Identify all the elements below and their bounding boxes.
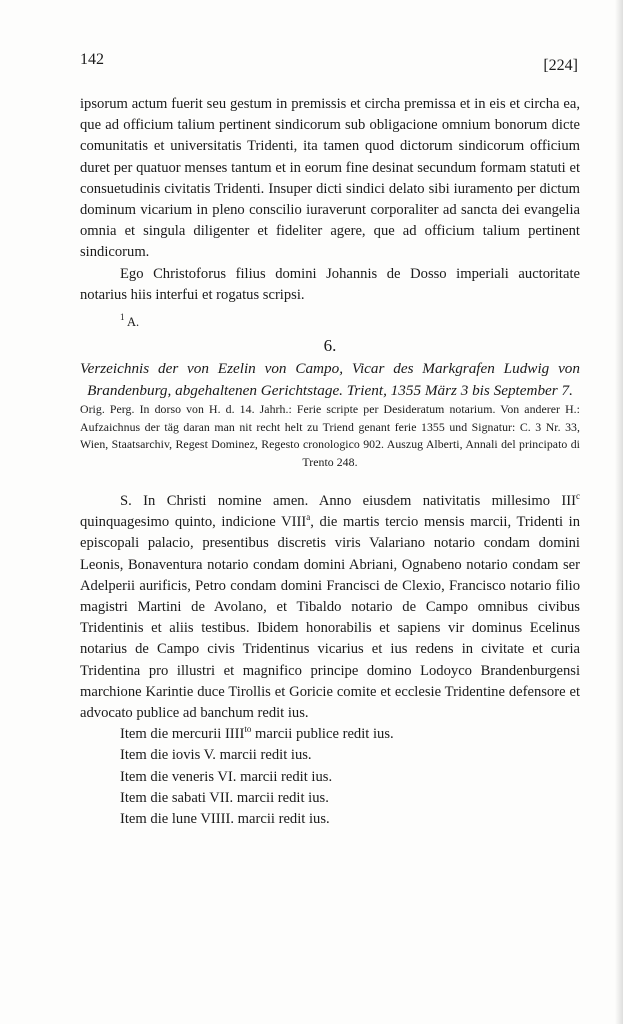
list-item: Item die iovis V. marcii redit ius. — [120, 747, 312, 764]
continuation-paragraph: ipsorum actum fuerit seu gestum in premissis et circha premissa et in eis et circha ea, que ad officium talium pertinent sindicorum sub obligacione omnium bonorum dicte comunitatis et universitatis Tridenti, ita tamen quod dictorum sindicorum officium duret per quatuor menses tantum et in eorum fine desinat secundum formam statuti et consuetudinis civitatis Tridenti. Insuper dicti sindici delato sibi iuramento per dictum dominum vicarium in pleno conscilio iuraverunt corporaliter ad sancta dei evangelia omnia et singula diligenter et fideliter agere, que ad officium talium pertinent sindicorum. — [80, 96, 580, 261]
list-item: Item die veneris VI. marcii redit ius. — [120, 768, 333, 785]
body-text-part: , die martis tercio mensis marcii, Tridenti in episcopali palacio, presentibus discretis viris Valariano notario condam domini Leonis, Bonaventura notario condam domini Abriani, Ognabeno notario condam ser Adelperii aurificis, Petro condam domini Francisci de Clexio, Francisco notario filio magistri Martini de Avolano, et Tibaldo notario de Campo omnibus civibus Tridentinis et aliis testibus. Ibidem honorabilis et sapiens vir dominus Ecelinus notarius de Campo civis Tridentinus vicarius et ius redens in civitate et curia Tridentina pro illustri et magnifico principe domino Lodoyco Brandenburgensi marchione Karintie duce Tirollis et Goricie comite et ecclesie Tridentine defensore et advocato publice ad banchum redit ius. — [80, 514, 580, 722]
list-item: Item die mercurii $IIII^{to}$ marcii publice redit ius. — [120, 724, 394, 743]
superscript: to — [244, 724, 252, 735]
document-number: 6. — [323, 336, 337, 356]
body-text-part: S. In Christi nomine amen. Anno eiusdem nativitatis millesimo III — [120, 493, 576, 510]
notary-clause: Ego Christoforus filius domini Johannis de Dosso imperiali auctoritate notarius hiis interfui et rogatus scripsi. — [80, 265, 580, 303]
footnote-marker: 1 — [120, 312, 125, 323]
original-page-reference: [224] — [543, 57, 578, 74]
page-content — [80, 94, 580, 830]
footnote — [120, 314, 580, 330]
footnote-text: A. — [126, 315, 140, 330]
list-item: Item die sabati VII. marcii redit ius. — [120, 789, 329, 806]
document-body — [80, 491, 580, 724]
superscript: a — [306, 512, 311, 523]
page-number: 142 — [80, 51, 104, 68]
document-title: Verzeichnis der von Ezelin von Campo, Vicar des Markgrafen Ludwig von Brandenburg, abgehaltenen Gerichtstage. Trient, 1355 März 3 bis September 7. — [80, 360, 580, 399]
superscript: c — [576, 491, 580, 502]
source-note: Orig. Perg. In dorso von H. d. 14. Jahrh.: Ferie scripte per Desideratum notarium. Von anderer H.: Aufzaichnus der täg daran man nit recht helt zu Triend genant ferie 1355 und Signatur: C. 3 Nr. 33, Wien, Staatsarchiv, Regest Dominez, Regesto cronologico 902. Auszug Alberti, Annali del principato di Trento 248. — [80, 402, 580, 469]
body-text-part: quinquagesimo quinto, indicione VIII — [80, 514, 307, 531]
court-day-list — [80, 724, 580, 830]
page-edge-shadow — [615, 0, 623, 1024]
list-item: Item die lune VIIII. marcii redit ius. — [120, 811, 330, 828]
